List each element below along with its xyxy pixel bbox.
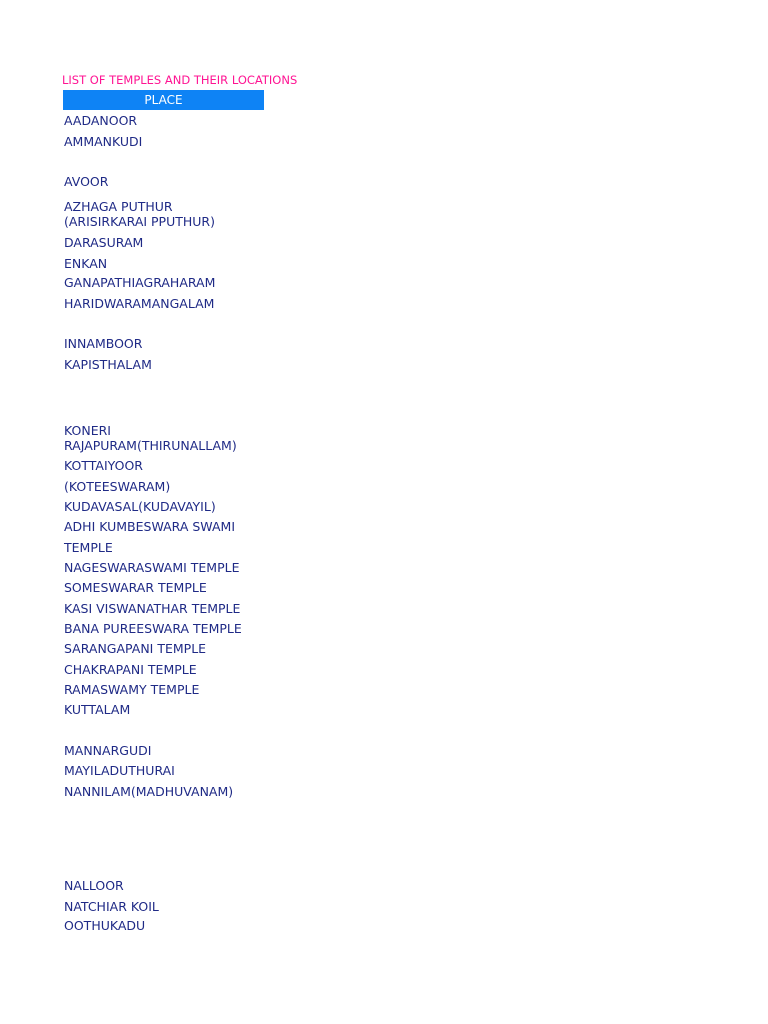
- place-cell: HARIDWARAMANGALAM: [64, 296, 215, 311]
- place-cell: KASI VISWANATHAR TEMPLE: [64, 601, 241, 616]
- place-cell: RAMASWAMY TEMPLE: [64, 682, 200, 697]
- column-header-place: PLACE: [63, 90, 264, 110]
- place-cell: AMMANKUDI: [64, 134, 143, 149]
- place-cell: CHAKRAPANI TEMPLE: [64, 662, 197, 677]
- place-cell: SOMESWARAR TEMPLE: [64, 580, 207, 595]
- place-cell: (KOTEESWARAM): [64, 479, 171, 494]
- place-cell: (ARISIRKARAI PPUTHUR): [64, 214, 215, 229]
- place-cell: DARASURAM: [64, 235, 144, 250]
- place-cell: ADHI KUMBESWARA SWAMI: [64, 519, 236, 534]
- place-cell: AZHAGA PUTHUR: [64, 199, 173, 214]
- place-cell: ENKAN: [64, 256, 108, 271]
- place-cell: NAGESWARASWAMI TEMPLE: [64, 560, 240, 575]
- place-cell: INNAMBOOR: [64, 336, 143, 351]
- sheet-title-text: LIST OF TEMPLES AND THEIR LOCATIONS: [62, 73, 298, 87]
- place-cell: MAYILADUTHURAI: [64, 763, 175, 778]
- place-cell: BANA PUREESWARA TEMPLE: [64, 621, 242, 636]
- place-cell: NATCHIAR KOIL: [64, 899, 159, 914]
- place-cell: TEMPLE: [64, 540, 113, 555]
- place-cell: RAJAPURAM(THIRUNALLAM): [64, 438, 237, 453]
- place-cell: KUDAVASAL(KUDAVAYIL): [64, 499, 216, 514]
- place-cell: KUTTALAM: [64, 702, 131, 717]
- place-cell: GANAPATHIAGRAHARAM: [64, 275, 216, 290]
- place-cell: NALLOOR: [64, 878, 124, 893]
- place-cell: NANNILAM(MADHUVANAM): [64, 784, 234, 799]
- sheet-title: [62, 72, 298, 88]
- place-cell: KOTTAIYOOR: [64, 458, 143, 473]
- place-cell: MANNARGUDI: [64, 743, 152, 758]
- place-cell: KAPISTHALAM: [64, 357, 152, 372]
- place-cell: AVOOR: [64, 174, 109, 189]
- place-cell: OOTHUKADU: [64, 918, 146, 933]
- place-cell: KONERI: [64, 423, 111, 438]
- place-cell: AADANOOR: [64, 113, 138, 128]
- place-cell: SARANGAPANI TEMPLE: [64, 641, 207, 656]
